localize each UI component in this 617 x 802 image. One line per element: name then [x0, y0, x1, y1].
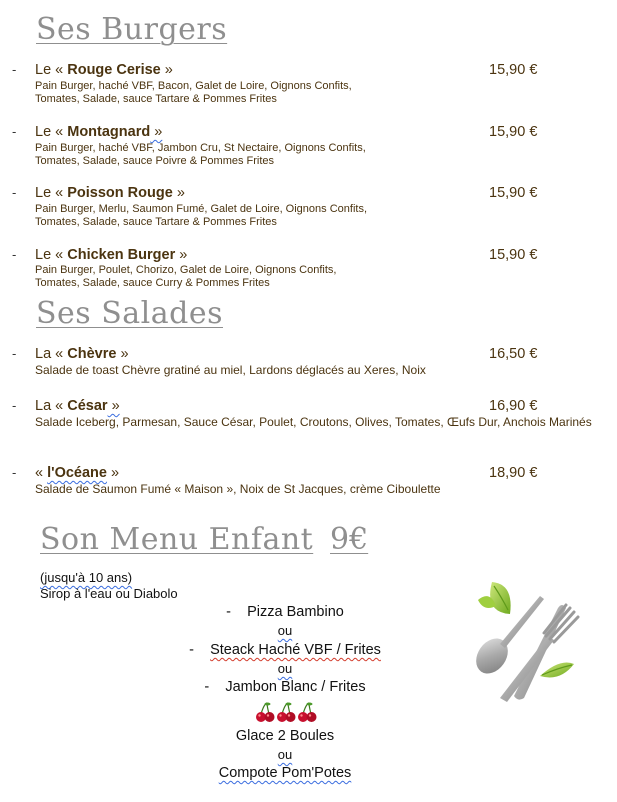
item-description: Salade Iceberg, Parmesan, Sauce César, Poulet, Croutons, Olives, Tomates, Œufs Dur, Anchois Marinés — [35, 415, 592, 429]
bullet-dash: - — [12, 185, 17, 200]
age-note: (jusqu'à 10 ans) — [40, 570, 133, 585]
section-title-salades: Ses Salades — [36, 296, 224, 331]
item-name: Le « Rouge Cerise » — [35, 62, 173, 78]
cherries-icon — [255, 702, 317, 724]
item-price: 15,90 € — [489, 124, 538, 140]
bullet-dash: - — [12, 465, 17, 480]
item-price: 16,50 € — [489, 346, 538, 362]
bullet-dash: - — [12, 346, 17, 361]
choice-jambon: - Jambon Blanc / Frites — [204, 679, 366, 695]
bullet-dash: - — [12, 62, 17, 77]
item-price: 18,90 € — [489, 465, 538, 481]
drink-option: Sirop à l'eau ou Diabolo — [40, 586, 178, 601]
item-description: Salade de Saumon Fumé « Maison », Noix de St Jacques, crème Ciboulette — [35, 482, 441, 496]
item-name: Le « Montagnard » — [35, 124, 163, 140]
item-price: 15,90 € — [489, 247, 538, 263]
section-title-burgers: Ses Burgers — [36, 12, 228, 47]
item-name: La « Chèvre » — [35, 346, 129, 362]
dessert-compote: Compote Pom'Potes — [218, 765, 352, 781]
item-price: 15,90 € — [489, 185, 538, 201]
choice-steack: - Steack Haché VBF / Frites — [189, 642, 381, 658]
dessert-glace: Glace 2 Boules — [235, 728, 335, 744]
fork-knife-leaf-icon — [462, 578, 582, 706]
menu-enfant-price: 9€ — [330, 522, 369, 557]
or-separator: ou — [277, 747, 293, 762]
bullet-dash: - — [12, 398, 17, 413]
item-description: Salade de toast Chèvre gratiné au miel, Lardons déglacés au Xeres, Noix — [35, 363, 426, 377]
item-price: 15,90 € — [489, 62, 538, 78]
item-price: 16,90 € — [489, 398, 538, 414]
item-description: Pain Burger, haché VBF, Bacon, Galet de Loire, Oignons Confits, Tomates, Salade, sauce Tartare & Pommes Frites — [35, 80, 352, 105]
item-name: Le « Chicken Burger » — [35, 247, 188, 263]
item-description: Pain Burger, haché VBF, Jambon Cru, St Nectaire, Oignons Confits, Tomates, Salade, sauce Poivre & Pommes Frites — [35, 142, 366, 167]
section-title-menu-enfant: Son Menu Enfant — [40, 522, 314, 557]
item-name: « l'Océane » — [35, 465, 120, 481]
bullet-dash: - — [12, 124, 17, 139]
item-description: Pain Burger, Merlu, Saumon Fumé, Galet de Loire, Oignons Confits, Tomates, Salade, sauce Tartare & Pommes Frites — [35, 203, 367, 228]
or-separator: ou — [277, 623, 293, 638]
item-name: La « César » — [35, 398, 120, 414]
or-separator: ou — [277, 661, 293, 676]
item-description: Pain Burger, Poulet, Chorizo, Galet de Loire, Oignons Confits, Tomates, Salade, sauce Curry & Pommes Frites — [35, 264, 337, 289]
bullet-dash: - — [12, 247, 17, 262]
choice-pizza: - Pizza Bambino — [226, 604, 344, 620]
item-name: Le « Poisson Rouge » — [35, 185, 185, 201]
